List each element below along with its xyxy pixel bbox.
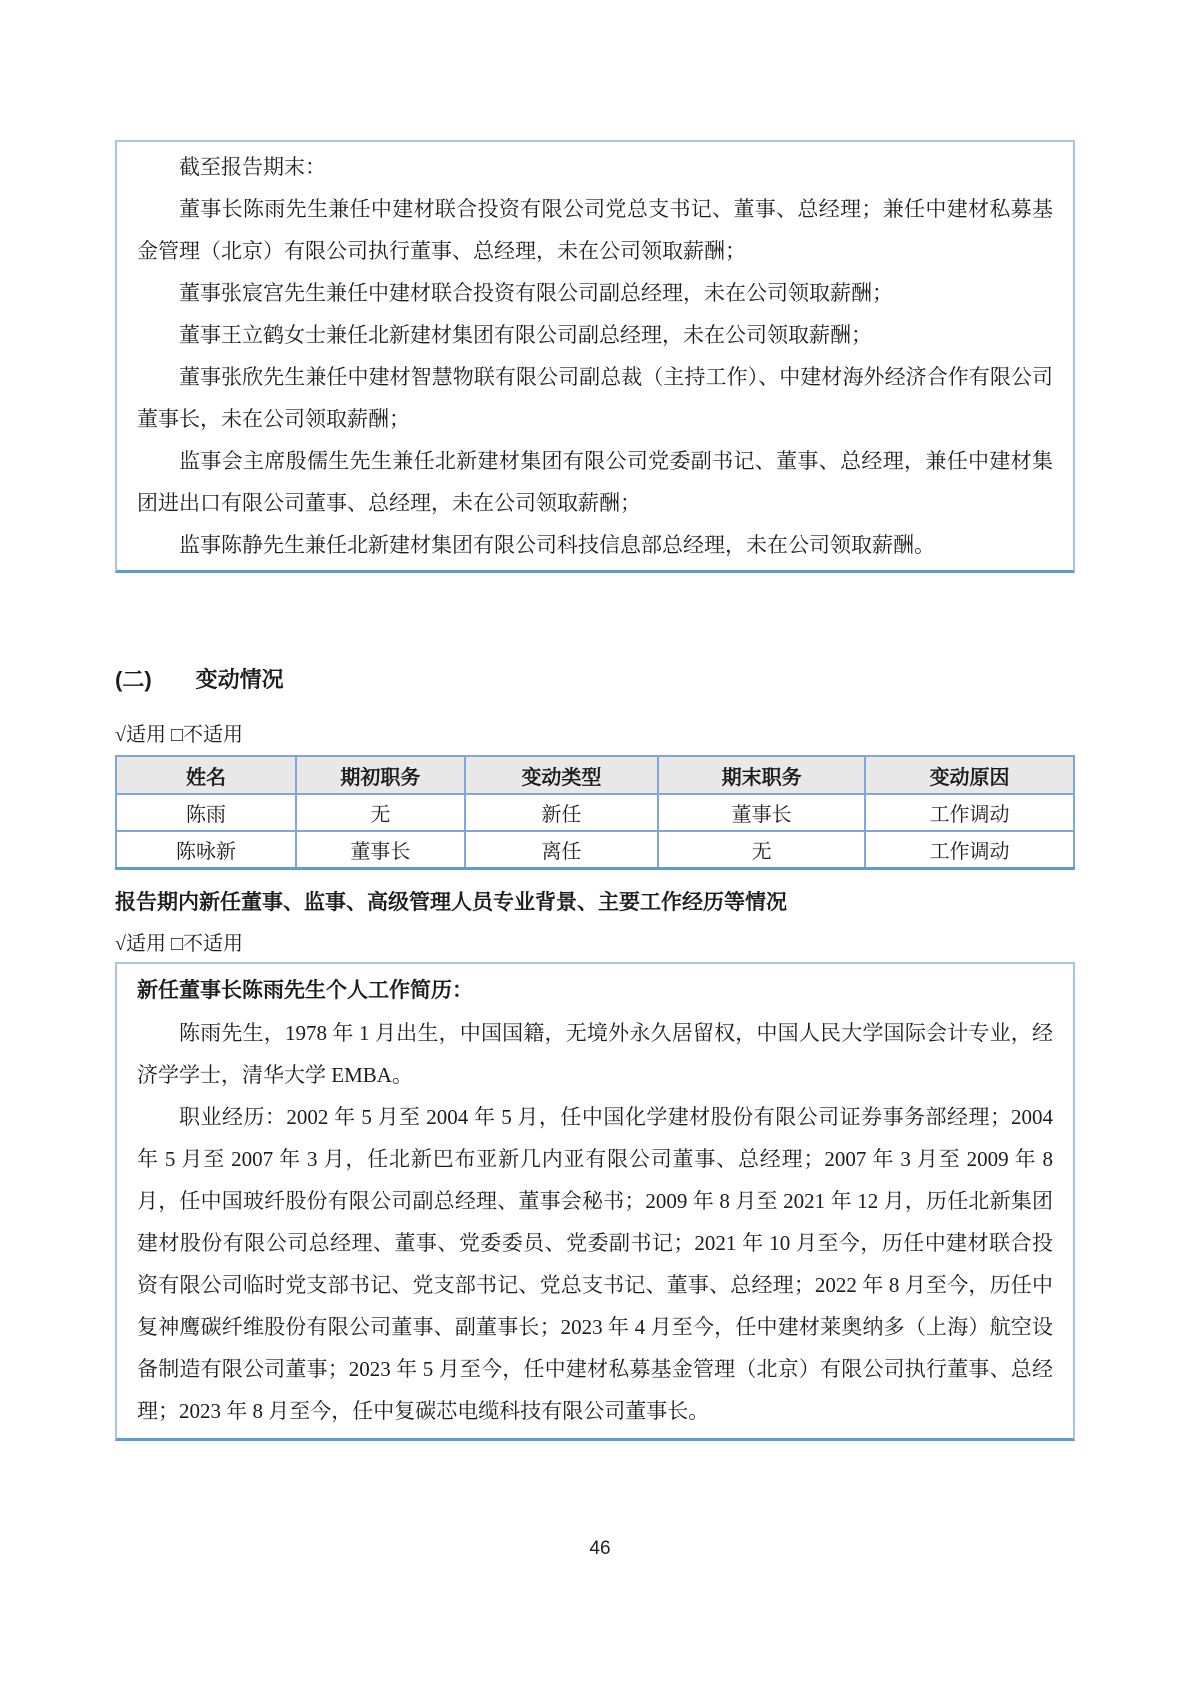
profile-paragraph: 职业经历：2002 年 5 月至 2004 年 5 月，任中国化学建材股份有限公司证券事务部经理；2004 年 5 月至 2007 年 3 月，任北新巴布亚新几内亚有限公司董事、总经理；2007 年 3 月至 2009 年 8 月，任中国玻纤股份有限公司副总经理、董事会秘书；2009 年 8 月至 2021 年 12 月，历任北新集团建材股份有限公司总经理、董事、党委委员、党委副书记；2021 年 10 月至今，历任中建材联合投资有限公司临时党支部书记、党支部书记、党总支书记、董事、总经理；2022 年 8 月至今，历任中复神鹰碳纤维股份有限公司董事、副董事长；2023 年 4 月至今，任中建材莱奥纳多（上海）航空设备制造有限公司董事；2023 年 5 月至今，任中建材私募基金管理（北京）有限公司执行董事、总经理；2023 年 8 月至今，任中复碳芯电缆科技有限公司董事长。: [137, 1105, 1053, 1423]
cell-change-reason: 工作调动: [865, 831, 1074, 869]
cell-change-type: 离任: [465, 831, 659, 869]
column-header-change-type: 变动类型: [465, 756, 659, 794]
section-number-label: (二): [115, 667, 152, 692]
cell-final-position: 无: [658, 831, 865, 869]
tenure-paragraph: 截至报告期末：: [179, 155, 326, 179]
cell-name: 陈雨: [116, 794, 296, 831]
cell-change-reason: 工作调动: [865, 794, 1074, 831]
cell-name: 陈咏新: [116, 831, 296, 869]
column-header-final-position: 期末职务: [658, 756, 865, 794]
tenure-summary-box: [115, 140, 1075, 573]
profile-title: 新任董事长陈雨先生个人工作简历：: [137, 979, 473, 1002]
applicability-note: √适用 □不适用: [115, 724, 244, 746]
column-header-name: 姓名: [116, 756, 296, 794]
tenure-paragraph: 董事张欣先生兼任中建材智慧物联有限公司副总裁（主持工作）、中建材海外经济合作有限公司董事长，未在公司领取薪酬；: [137, 365, 1053, 431]
tenure-paragraph: 董事长陈雨先生兼任中建材联合投资有限公司党总支书记、董事、总经理；兼任中建材私募基金管理（北京）有限公司执行董事、总经理，未在公司领取薪酬；: [137, 197, 1053, 263]
cell-initial-position: 董事长: [296, 831, 465, 869]
cell-change-type: 新任: [465, 794, 659, 831]
background-section-heading: 报告期内新任董事、监事、高级管理人员专业背景、主要工作经历等情况: [115, 891, 787, 914]
section-title: 变动情况: [195, 667, 284, 692]
column-header-change-reason: 变动原因: [865, 756, 1074, 794]
cell-initial-position: 无: [296, 794, 465, 831]
column-header-initial-position: 期初职务: [296, 756, 465, 794]
tenure-paragraph: 董事张宸宫先生兼任中建材联合投资有限公司副总经理，未在公司领取薪酬；: [179, 281, 893, 305]
table-row: [116, 794, 1074, 831]
page-content: [115, 0, 1075, 1441]
page-number: 46: [589, 1538, 611, 1559]
section-heading-changes: [115, 665, 1075, 695]
profile-paragraph: 陈雨先生，1978 年 1 月出生，中国国籍，无境外永久居留权，中国人民大学国际会计专业，经济学学士，清华大学 EMBA。: [137, 1021, 1053, 1087]
profile-resume-box: [115, 962, 1075, 1441]
personnel-change-table: [115, 755, 1075, 870]
tenure-paragraph: 监事陈静先生兼任北新建材集团有限公司科技信息部总经理，未在公司领取薪酬。: [179, 533, 935, 557]
tenure-paragraph: 董事王立鹤女士兼任北新建材集团有限公司副总经理，未在公司领取薪酬；: [179, 323, 872, 347]
cell-final-position: 董事长: [658, 794, 865, 831]
tenure-paragraph: 监事会主席殷儒生先生兼任北新建材集团有限公司党委副书记、董事、总经理，兼任中建材集团进出口有限公司董事、总经理，未在公司领取薪酬；: [137, 449, 1053, 515]
table-header-row: [116, 756, 1074, 794]
table-row: [116, 831, 1074, 869]
applicability-note: √适用 □不适用: [115, 933, 244, 955]
